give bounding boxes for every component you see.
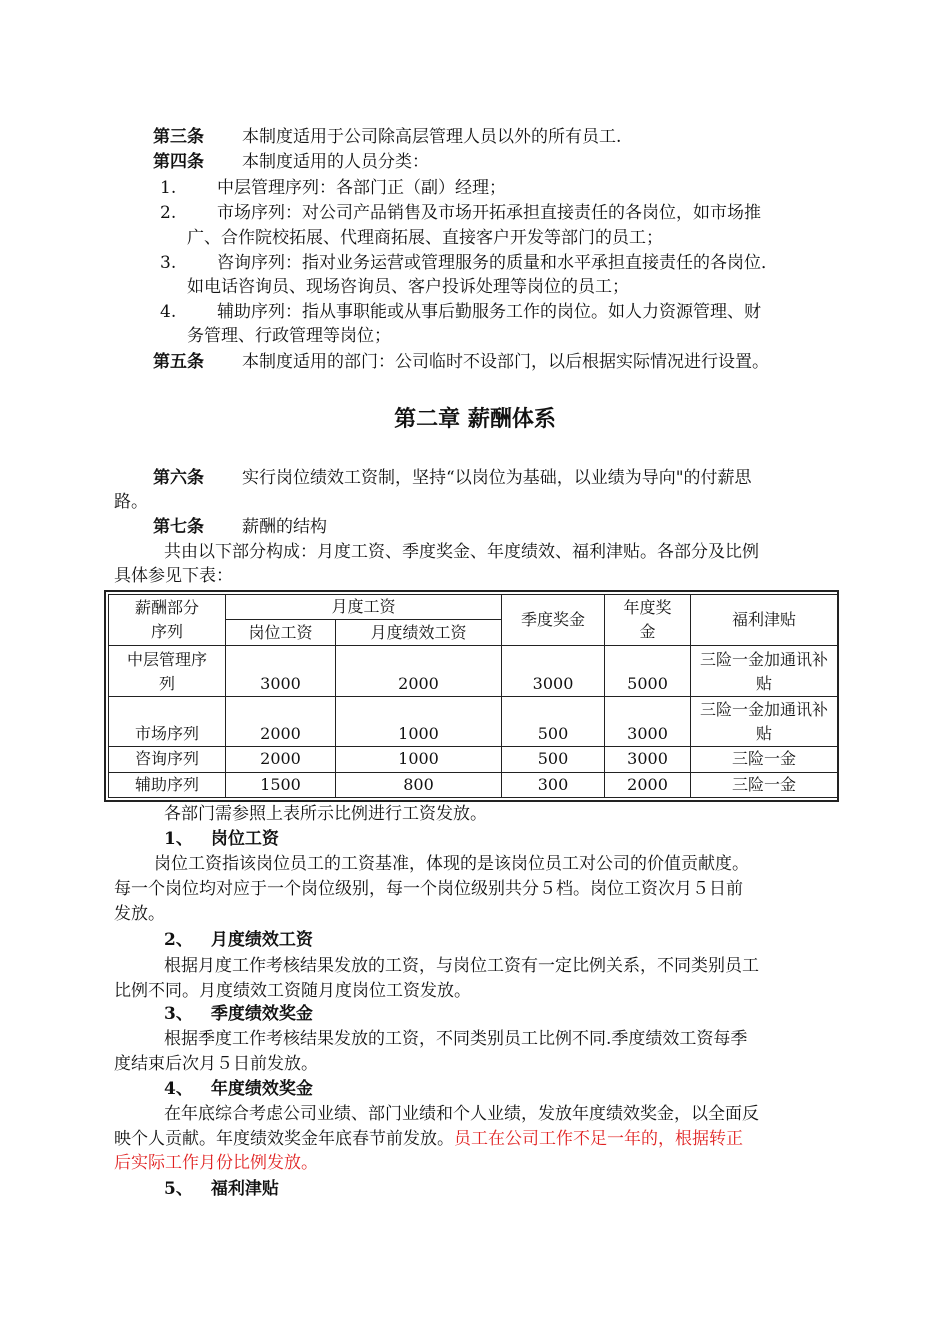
section-1-heading [164,828,279,850]
article-4 [153,151,429,173]
list-item-text: 辅助序列：指从事职能或从事后勤服务工作的岗位。如人力资源管理、财 [217,302,761,322]
article-6 [153,467,752,489]
list-num: 4. [160,302,177,322]
cell-post: 2000 [226,696,336,747]
cell-perf: 1000 [336,696,502,747]
section-5-heading [164,1178,279,1200]
article-7-text: 薪酬的结构 [242,517,327,537]
cell-year: 3000 [605,696,691,747]
section-title: 月度绩效工资 [210,930,313,950]
section-2-line: 根据月度工作考核结果发放的工资，与岗位工资有一定比例关系，不同类别员工 [164,956,759,976]
table-note: 各部门需参照上表所示比例进行工资发放。 [164,804,487,824]
cell-seq [109,645,226,696]
section-4-text: 映个人贡献。年度绩效奖金年底春节前发放。 [114,1129,454,1149]
section-1-line: 发放。 [114,904,165,924]
article-6-text-cont: 路。 [114,492,148,512]
list-item-text: 市场序列：对公司产品销售及市场开拓承担直接责任的各岗位，如市场推 [217,203,761,223]
welfare-line-2: 贴 [756,724,773,744]
section-num: 2、 [164,930,193,950]
cell-welfare [691,645,838,696]
article-5-text: 本制度适用的部门：公司临时不设部门，以后根据实际情况进行设置。 [242,352,769,372]
seq-line-1: 中层管理序 [126,649,207,669]
cell-post: 1500 [226,772,336,797]
table-header-welfare: 福利津贴 [691,595,838,646]
section-1-line: 岗位工资指该岗位员工的工资基准，体现的是该岗位员工对公司的价值贡献度。 [154,854,749,874]
table-header-monthly: 月度工资 [226,595,502,620]
cell-seq: 辅助序列 [109,772,226,797]
section-4-red-text: 员工在公司工作不足一年的，根据转正 [454,1129,743,1149]
cell-post: 2000 [226,747,336,772]
list-item [160,301,176,323]
cell-quarter: 500 [502,747,605,772]
table-row [109,696,838,747]
article-3 [153,126,621,148]
intro-line-2: 具体参见下表： [114,566,233,586]
article-4-text: 本制度适用的人员分类： [242,152,429,172]
article-3-text: 本制度适用于公司除高层管理人员以外的所有员工. [242,127,622,147]
section-title: 福利津贴 [210,1179,279,1199]
article-6-label: 第六条 [153,468,204,488]
list-item [160,252,176,274]
list-item-text-cont: 务管理、行政管理等岗位； [187,326,391,346]
header-year-line-1: 年度奖 [623,597,672,617]
list-item [160,177,176,199]
list-num: 2. [160,203,177,223]
section-num: 5、 [164,1179,193,1199]
section-3-line: 度结束后次月５日前发放。 [114,1054,318,1074]
cell-year: 5000 [605,645,691,696]
article-7-label: 第七条 [153,517,204,537]
table-header-perf: 月度绩效工资 [336,620,502,645]
welfare-line-2: 贴 [756,673,773,693]
header-part-line-2: 序列 [150,621,183,641]
section-4-line [114,1128,743,1150]
cell-welfare [691,696,838,747]
header-part-line-1: 薪酬部分 [134,597,199,617]
section-title: 季度绩效奖金 [210,1004,313,1024]
list-num: 1. [160,178,177,198]
cell-seq [109,696,226,747]
table-header-quarter: 季度奖金 [502,595,605,646]
cell-year: 2000 [605,772,691,797]
section-4-heading [164,1078,313,1100]
cell-perf: 1000 [336,747,502,772]
table-row [109,772,838,797]
section-num: 4、 [164,1079,193,1099]
cell-perf: 2000 [336,645,502,696]
salary-table [104,590,839,802]
section-title: 岗位工资 [210,829,279,849]
section-3-heading [164,1003,313,1025]
cell-quarter: 3000 [502,645,605,696]
chapter-title: 第二章 薪酬体系 [394,406,556,432]
section-4-red-line: 后实际工作月份比例发放。 [114,1153,318,1173]
seq-line-2: 列 [158,673,175,693]
article-4-label: 第四条 [153,152,204,172]
section-num: 1、 [164,829,193,849]
section-2-line: 比例不同。月度绩效工资随月度岗位工资发放。 [114,981,471,1001]
section-4-line: 在年底综合考虑公司业绩、部门业绩和个人业绩，发放年度绩效奖金，以全面反 [164,1104,759,1124]
article-7 [153,516,327,538]
list-item-text-cont: 广、合作院校拓展、代理商拓展、直接客户开发等部门的员工； [187,228,663,248]
seq-line-2: 市场序列 [134,724,199,744]
section-3-line: 根据季度工作考核结果发放的工资，不同类别员工比例不同.季度绩效工资每季 [164,1029,748,1049]
section-2-heading [164,929,313,951]
cell-post: 3000 [226,645,336,696]
section-num: 3、 [164,1004,193,1024]
welfare-line-1: 三险一金加通讯补 [700,700,829,720]
header-year-line-2: 金 [639,621,656,641]
article-5-label: 第五条 [153,352,204,372]
cell-quarter: 500 [502,696,605,747]
table-header-part [109,595,226,646]
cell-welfare: 三险一金 [691,772,838,797]
intro-line-1: 共由以下部分构成：月度工资、季度奖金、年度绩效、福利津贴。各部分及比例 [164,542,759,562]
cell-welfare: 三险一金 [691,747,838,772]
cell-perf: 800 [336,772,502,797]
list-item [160,202,176,224]
cell-quarter: 300 [502,772,605,797]
table-row [109,747,838,772]
cell-seq: 咨询序列 [109,747,226,772]
table-row [109,645,838,696]
table-header-year [605,595,691,646]
article-6-text: 实行岗位绩效工资制，坚持“以岗位为基础，以业绩为导向"的付薪思 [242,468,752,488]
section-title: 年度绩效奖金 [210,1079,313,1099]
table-header-post: 岗位工资 [226,620,336,645]
welfare-line-1: 三险一金加通讯补 [700,649,829,669]
list-item-text-cont: 如电话咨询员、现场咨询员、客户投诉处理等岗位的员工； [187,277,629,297]
cell-year: 3000 [605,747,691,772]
article-5 [153,351,769,373]
section-1-line: 每一个岗位均对应于一个岗位级别，每一个岗位级别共分５档。岗位工资次月５日前 [114,879,743,899]
list-item-text: 中层管理序列：各部门正（副）经理； [217,178,506,198]
list-num: 3. [160,253,177,273]
article-3-label: 第三条 [153,127,204,147]
list-item-text: 咨询序列：指对业务运营或管理服务的质量和水平承担直接责任的各岗位． [217,253,778,273]
